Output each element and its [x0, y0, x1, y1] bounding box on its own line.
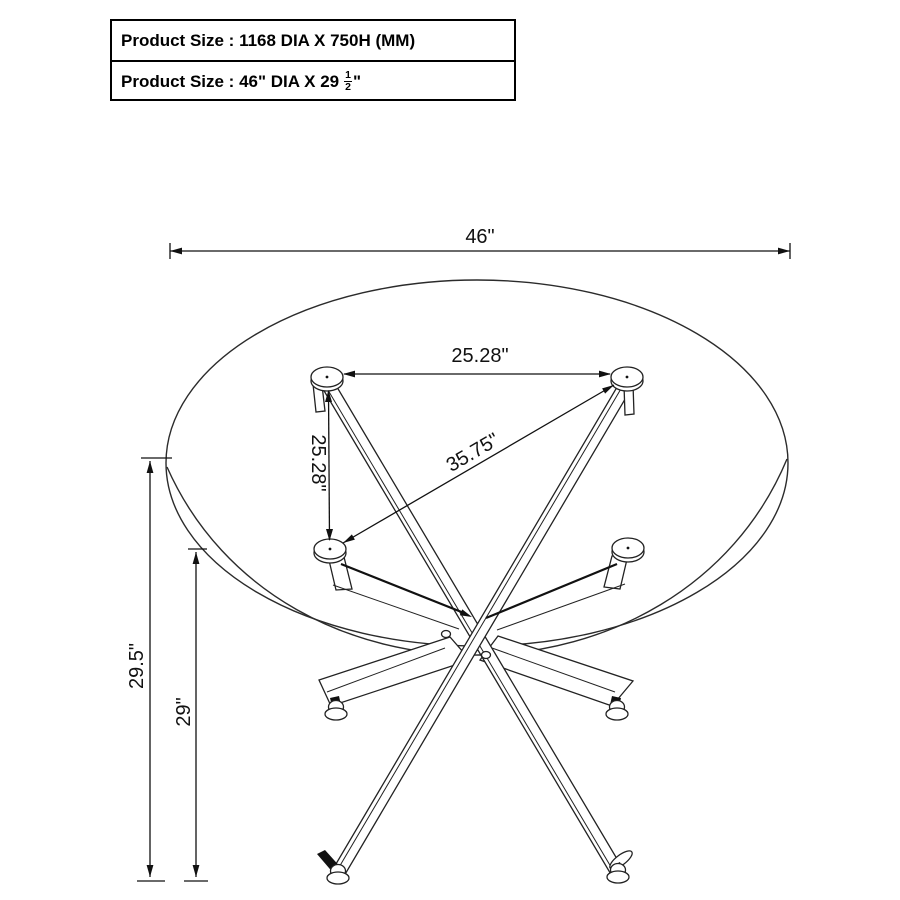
inch-mark: ": [352, 71, 362, 91]
dimension-leg-spacing-vertical-label: 25.28": [307, 434, 329, 492]
bottom-right-cap: [612, 538, 644, 562]
top-left-cap: [311, 367, 343, 391]
hub-bolt-left: [442, 631, 451, 638]
glass-top: [166, 280, 788, 655]
dimension-base-height: [173, 549, 208, 881]
dimension-leg-spacing-vertical: [307, 390, 333, 541]
front-left-brace-edge: [333, 585, 459, 629]
dimension-annotations: [126, 226, 790, 881]
hub-bolt-right: [482, 652, 491, 659]
front-right-brace-edge: [497, 584, 625, 630]
dimension-leg-spacing-horizontal-label: 25.28": [451, 345, 509, 367]
dimension-overall-height: [126, 458, 172, 881]
product-size-inch-label: Product Size : 46" DIA X 29: [121, 71, 340, 91]
dimension-overall-height-label: 29.5": [126, 642, 148, 690]
dimension-leg-spacing-diagonal-label: 35.75": [442, 428, 504, 477]
dimension-top-width: [170, 226, 790, 259]
top-right-cap: [611, 367, 643, 391]
dimension-top-width-label: 46": [465, 226, 495, 248]
dimension-base-height-label: 29": [173, 697, 195, 727]
dimension-leg-spacing-horizontal: [343, 345, 611, 377]
feet: [317, 696, 635, 884]
half-inch-fraction: $\frac{1}{2}$: [345, 68, 351, 93]
product-size-mm-label: Product Size : 1168 DIA X 750H (MM): [121, 30, 416, 50]
bottom-left-cap: [314, 539, 346, 563]
